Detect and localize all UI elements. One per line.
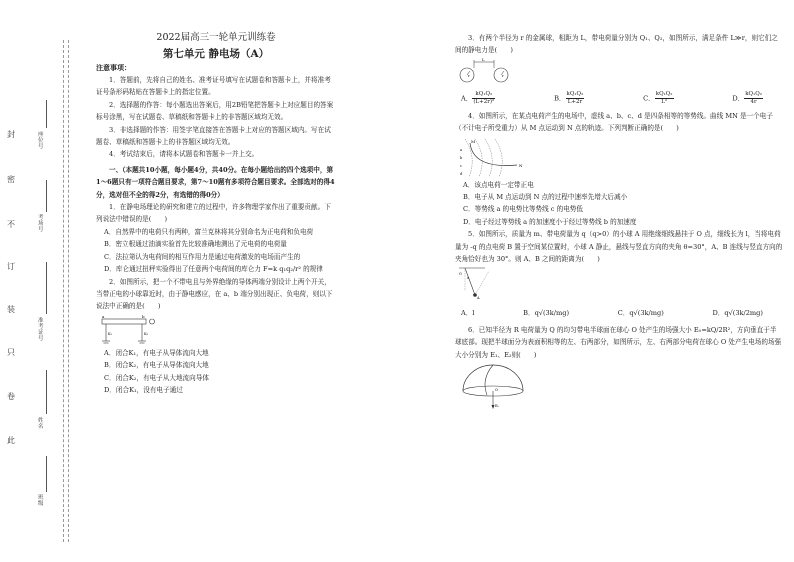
notes-heading: 注意事项： bbox=[96, 63, 131, 72]
fig-label-b: b bbox=[142, 313, 145, 319]
admission-number-label: 准考证号 bbox=[38, 318, 44, 342]
dividing-line bbox=[485, 365, 493, 395]
question-4-option-a: A．该点电荷一定带正电 bbox=[463, 180, 534, 189]
fig-label-theta: θ bbox=[467, 276, 469, 281]
numerator: kQ₁Q₂ bbox=[472, 91, 495, 99]
cut-char: 密 bbox=[7, 175, 15, 184]
question-3-options bbox=[455, 91, 783, 106]
question-3-option-c bbox=[643, 91, 673, 106]
fig-label-b: b bbox=[460, 155, 463, 160]
fig-label-L: L bbox=[482, 56, 485, 62]
numerator: kQ₁Q₂ bbox=[655, 90, 673, 97]
question-5-option-b: B．q√(3k/mg) bbox=[523, 309, 570, 318]
seat-number-label: 座位号 bbox=[38, 132, 44, 150]
fig-label-O: O bbox=[459, 272, 462, 277]
question-1-option-c: C．法拉第认为电荷间的相互作用力是通过电荷激发的电场而产生的 bbox=[104, 252, 301, 261]
equipotential-d bbox=[495, 139, 502, 177]
question-5-options bbox=[455, 307, 783, 319]
charged-ball bbox=[150, 319, 155, 324]
numerator: kQ₁Q₂ bbox=[745, 90, 762, 97]
string bbox=[465, 268, 475, 295]
admission-number-line bbox=[46, 262, 47, 314]
question-3-option-b bbox=[554, 91, 584, 106]
question-2-stem: 2．如图所示，把一个不带电且与外界绝缘的导体两端分别设计上两个开关，当带正电的小球靠近时，由于静电感应，在 a、b 端分别出现正、负电荷，则以下说法中正确的是( ) bbox=[96, 277, 333, 311]
question-2-option-d: D．闭合K₁，没有电子通过 bbox=[104, 385, 183, 394]
AB-line bbox=[475, 271, 489, 295]
fraction bbox=[655, 91, 674, 106]
cut-char: 卷 bbox=[7, 392, 15, 401]
note-item: 3．非选择题的作答：用签字笔直接答在答题卡上对应的答题区域内。写在试题卷、草稿纸和答题卡上的非答题区域均无效。 bbox=[96, 125, 331, 147]
cut-char: 封 bbox=[7, 130, 15, 139]
equipotential-b bbox=[475, 139, 482, 177]
name-line bbox=[46, 370, 47, 414]
note-item: 2．选择题的作答：每小题选出答案后，用2B铅笔把答题卡上对应题目的答案标号涂黑，写在试题卷、草稿纸和答题卡上的非答题区域均无效。 bbox=[96, 100, 334, 122]
cut-char: 订 bbox=[7, 262, 15, 271]
question-3-figure bbox=[455, 57, 783, 87]
question-5-stem: 5．如图所示，质量为 m、带电荷量为 q（q>0）的小球 A 用绝缘细线悬挂于 O 点，细线长为 l，当将电荷量为 -q 的点电荷 B 置于空间某位置时，小球 A 静止，悬线与竖直方向的夹角 θ=30°，A、B 连线与竖直方向的夹角恰好也为 30°。则 A、B 之间的距离为( ) bbox=[455, 230, 783, 264]
option-letter: C． bbox=[643, 94, 655, 103]
right-column bbox=[455, 32, 783, 413]
exam-subtitle: 第七单元 静电场（A） bbox=[162, 48, 270, 60]
fig-label-a: a bbox=[460, 147, 463, 152]
fig-label-d: d bbox=[460, 171, 463, 176]
equipotential-diagram bbox=[455, 135, 535, 179]
conductor-diagram bbox=[96, 313, 166, 347]
fig-label-a: a bbox=[102, 313, 105, 319]
question-4-figure bbox=[455, 135, 783, 179]
numerator: kQ₁Q₂ bbox=[566, 90, 584, 97]
question-1-option-a: A．自然界中的电荷只有两种，富兰克林将其分别命名为正电荷和负电荷 bbox=[104, 227, 314, 236]
denominator: 4r bbox=[750, 98, 757, 105]
fig-label-N: N bbox=[519, 162, 523, 168]
cut-char: 装 bbox=[7, 305, 15, 314]
fig-label-M: M bbox=[471, 138, 476, 144]
cut-char: 只 bbox=[7, 348, 15, 357]
question-1-option-d: D．库仑通过扭秤实验得出了任意两个电荷间的库仑力 F=k q₁q₂/r² 的规律 bbox=[104, 265, 323, 274]
equipotential-c bbox=[485, 139, 492, 177]
pendulum-diagram bbox=[455, 265, 505, 303]
question-5-figure bbox=[455, 265, 783, 303]
question-5-option-a: A．l bbox=[461, 309, 475, 318]
fig-label-r: r bbox=[502, 73, 504, 78]
question-4-option-c: C．等势线 a 的电势比等势线 c 的电势低 bbox=[463, 205, 583, 214]
denominator: L² bbox=[661, 98, 668, 105]
option-letter: B． bbox=[554, 94, 566, 103]
fig-label-r: r bbox=[468, 73, 470, 78]
note-item: 4．考试结束后，请将本试题卷和答题卡一并上交。 bbox=[109, 150, 259, 159]
fig-label-E0: E₀ bbox=[495, 404, 499, 409]
two-spheres-diagram bbox=[455, 57, 515, 87]
seat-number-line bbox=[46, 100, 47, 128]
equipotential-a bbox=[465, 139, 472, 177]
question-3-option-d bbox=[732, 91, 763, 106]
fig-label-k2: K₂ bbox=[144, 331, 149, 336]
cut-char: 此 bbox=[7, 436, 15, 445]
fraction bbox=[744, 91, 763, 106]
question-6-stem: 6．已知半径为 R 电荷量为 Q 的均匀带电半球面在球心 O 处产生的场强大小 E₀=kQ/2R²，方向垂直于半球底部。现把半球面分为表面积相等的左、右两部分，如图所示，左、右两部分电荷在球心 O 处产生电场的场强大小分别为 E₁、E₂则( ) bbox=[455, 325, 782, 359]
exam-room-label: 考场号 bbox=[38, 215, 44, 233]
question-2-option-b: B．闭合K₂，有电子从导体流向大地 bbox=[104, 361, 209, 370]
question-3-stem: 3．有两个半径为 r 的金属球，相距为 L，带电荷量分别为 Q₁、Q₂，如图所示，满足条件 L≫r，则它们之间的静电力是( ) bbox=[455, 34, 778, 55]
name-label: 姓名 bbox=[38, 418, 44, 430]
fig-label-A: A bbox=[477, 296, 480, 301]
fig-label-O: O bbox=[495, 388, 498, 393]
question-5-option-c: C．q√(3k/mg) bbox=[617, 309, 664, 318]
denominator: L+2r bbox=[567, 98, 583, 105]
note-item: 1．答题前，先将自己的姓名、准考证号填写在试题卷和答题卡上，并将准考证号条形码粘贴在答题卡上的指定位置。 bbox=[96, 76, 331, 97]
question-1-stem: 1．在静电场理论的研究和建立的过程中，许多物理学家作出了重要贡献。下列说法中错误的是( ) bbox=[96, 203, 331, 224]
fig-label-c: c bbox=[460, 163, 462, 168]
question-2-option-a: A．闭合K₁，有电子从导体流向大地 bbox=[104, 348, 209, 357]
denominator: (L+2r)² bbox=[473, 98, 495, 105]
question-4-stem: 4．如图所示，在某点电荷产生的电场中，虚线 a、b、c、d 是四条相等的等势线。曲线 MN 是一个电子（不计电子所受重力）从 M 点运动到 N 点的轨迹。下列判断正确的是( ) bbox=[455, 111, 773, 133]
hemisphere-outline bbox=[463, 365, 523, 391]
class-line bbox=[46, 456, 47, 492]
question-1-option-b: B．密立根通过油滴实验首先比较准确地测出了元电荷的电荷量 bbox=[104, 240, 287, 249]
hemisphere-diagram bbox=[455, 361, 535, 413]
cut-line bbox=[63, 40, 64, 542]
question-5-option-d: D．q√(3k/2mg) bbox=[712, 309, 763, 318]
class-label: 班级 bbox=[38, 495, 44, 507]
fraction bbox=[566, 91, 585, 106]
conductor-bar bbox=[102, 319, 146, 324]
cut-char: 不 bbox=[7, 220, 15, 229]
question-3-option-a bbox=[461, 91, 495, 106]
exam-room-line bbox=[46, 180, 47, 212]
section-heading: 一、（本题共10小题，每小题4分，共40分。在每小题给出的四个选项中，第1～6题只有一项符合题目要求，第7～10题有多项符合题目要求。全部选对的得4分，选对但不全的得2分，有选错的得0分） bbox=[96, 165, 335, 199]
fraction bbox=[472, 91, 495, 106]
fig-label-k1: K₁ bbox=[108, 331, 113, 336]
question-4-option-b: B．电子从 M 点运动到 N 点的过程中速率先增大后减小 bbox=[463, 193, 628, 202]
question-6-figure bbox=[455, 361, 783, 413]
cut-line bbox=[68, 40, 69, 542]
binding-sidebar bbox=[0, 0, 78, 562]
question-2-figure bbox=[96, 313, 336, 347]
option-letter: D． bbox=[732, 94, 745, 103]
exam-title: 2022届高三一轮单元训练卷 bbox=[156, 32, 276, 43]
trajectory-MN bbox=[470, 143, 517, 166]
left-column bbox=[96, 30, 336, 396]
question-4-option-d: D．电子经过等势线 a 的加速度小于经过等势线 b 的加速度 bbox=[463, 217, 637, 226]
question-2-option-c: C．闭合K₂，有电子从大地流向导体 bbox=[104, 373, 209, 382]
option-letter: A． bbox=[461, 94, 473, 103]
